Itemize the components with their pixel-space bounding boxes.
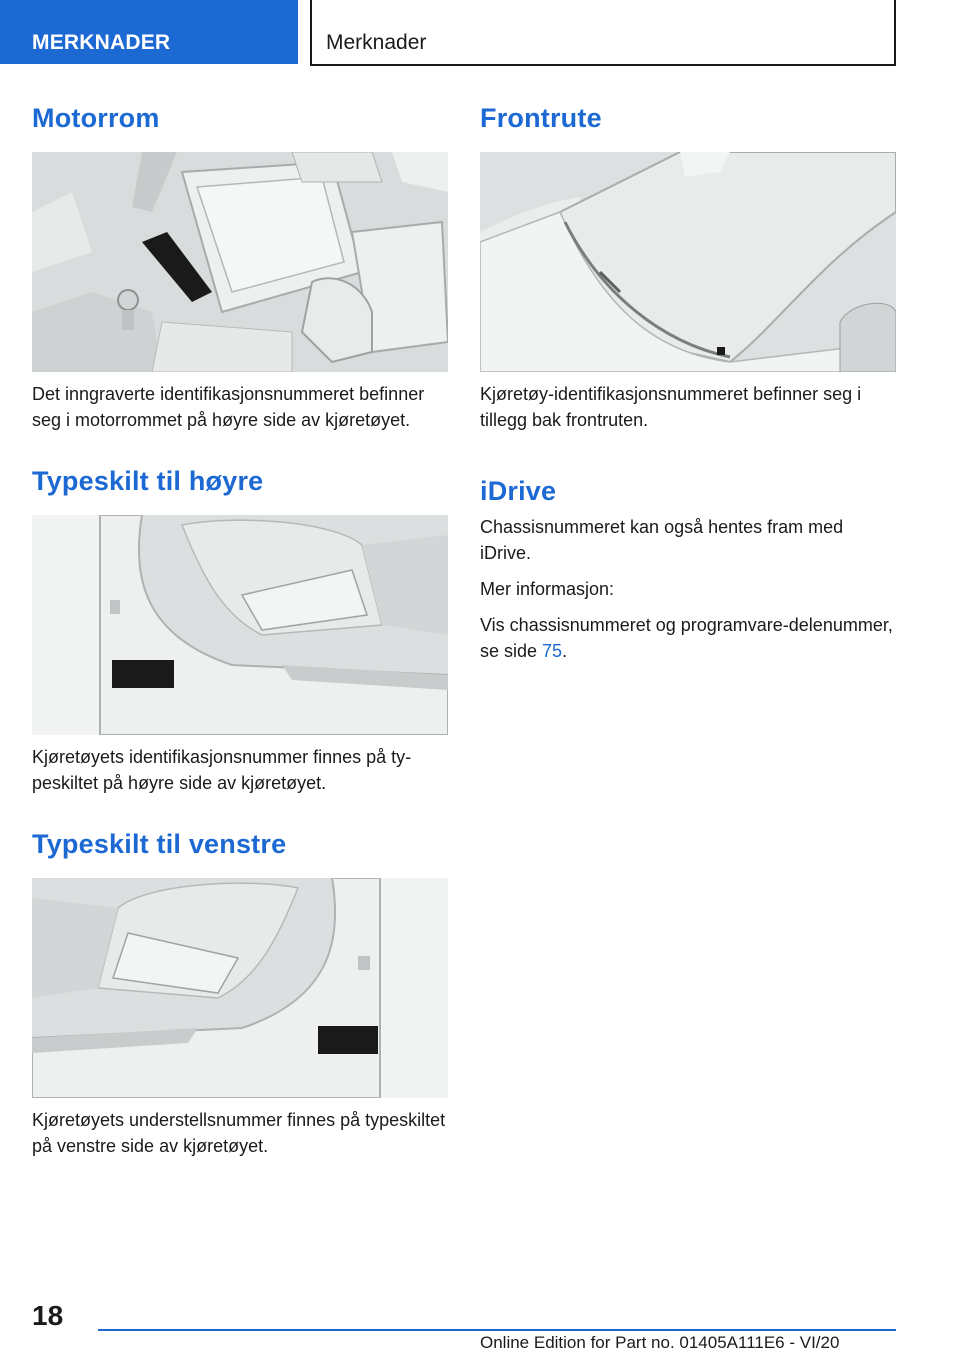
idrive-paragraph-1: Chassisnummeret kan også hentes fram med iDrive. xyxy=(480,517,844,563)
engine-bay-caption: Det inngraverte identifikasjonsnummeret befinner seg i motorrommet på høyre side av kjøretøyet. xyxy=(32,384,425,430)
idrive-paragraph-2: Mer informasjon: xyxy=(480,579,615,599)
page-75-link[interactable]: 75 xyxy=(542,641,563,661)
windshield-image xyxy=(480,152,896,372)
heading-plate-right: Typeskilt til høyre xyxy=(32,466,264,496)
door-sill-right-caption: Kjøretøyets identifikasjonsnummer finnes på typeskiltet på høyre side av kjøretøyet. xyxy=(32,747,412,793)
door-sill-right-image xyxy=(32,515,448,735)
engine-bay-image xyxy=(32,152,448,372)
left-column xyxy=(32,98,448,1159)
idrive-paragraph-3-text: Vis chassisnummeret og programvare-delenummer, se side xyxy=(480,615,893,661)
door-sill-left-caption: Kjøretøyets understellsnummer finnes på typeskiltet på venstre side av kjøretøyet. xyxy=(32,1110,446,1156)
section-tab-label: MERKNADER xyxy=(32,31,171,54)
idrive-paragraph-3 xyxy=(480,612,896,664)
section-title: Merknader xyxy=(326,31,427,54)
right-column xyxy=(480,98,896,664)
heading-engine-bay: Motorrom xyxy=(32,103,160,133)
door-sill-left-image xyxy=(32,878,448,1098)
heading-idrive: iDrive xyxy=(480,476,557,506)
footer-edition: Online Edition for Part no. 01405A111E6 - VI/20 xyxy=(480,1333,840,1352)
heading-windshield: Frontrute xyxy=(480,103,602,133)
idrive-paragraph-3-end: . xyxy=(562,641,568,661)
windshield-caption: Kjøretøy-identifikasjonsnummeret befinner seg i tillegg bak frontruten. xyxy=(480,384,862,430)
footer-rule xyxy=(98,1329,896,1331)
page-number: 18 xyxy=(32,1300,64,1331)
heading-plate-left: Typeskilt til venstre xyxy=(32,829,287,859)
